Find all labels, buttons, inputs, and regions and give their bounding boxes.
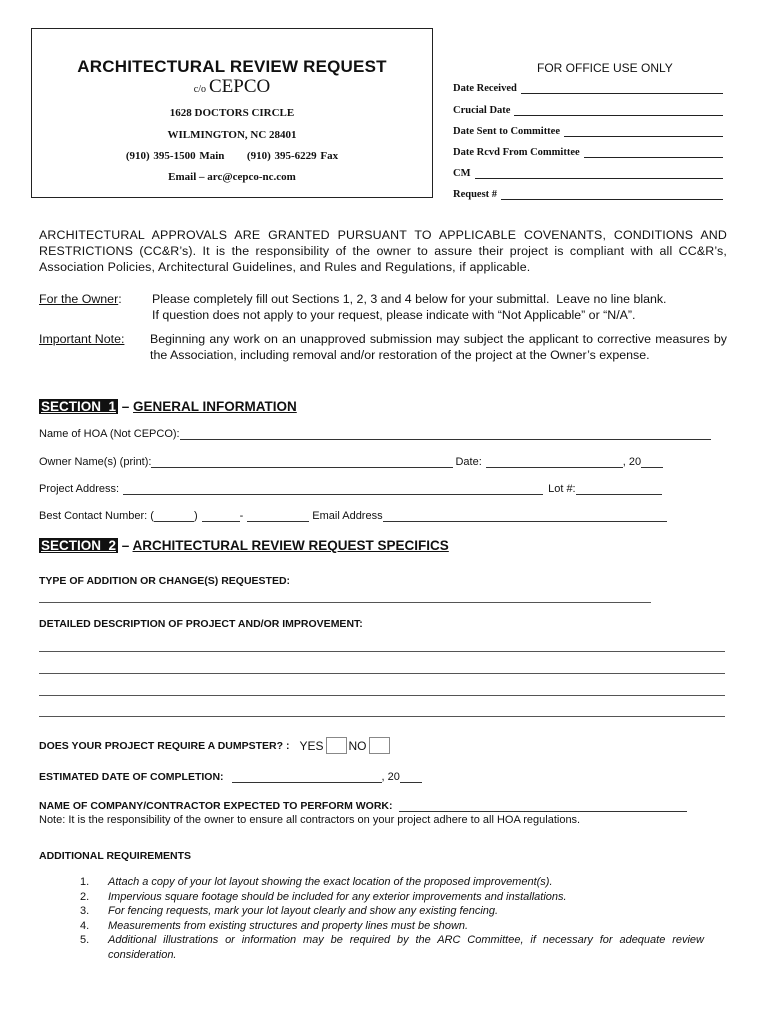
section-1-key: SECTION 1 <box>41 399 117 414</box>
contact-email: Email – arc@cepco-nc.com <box>168 171 296 183</box>
list-item-number: 2. <box>80 890 90 903</box>
list-item <box>80 919 704 934</box>
for-owner-text <box>152 291 727 323</box>
owner-name-input[interactable] <box>151 457 453 468</box>
for-owner-label-text: For the Owner <box>39 292 119 306</box>
section-1-dash: – <box>118 399 134 414</box>
project-address-input[interactable] <box>123 484 543 495</box>
address-line-2: WILMINGTON, NC 28401 <box>167 129 297 141</box>
contractor-note: Note: It is the responsibility of the owner to ensure all contractors on your project adhere to all HOA regulations. <box>39 814 581 826</box>
header-box <box>31 28 433 198</box>
office-field-label: CM <box>453 168 471 179</box>
contact-hyphen: - <box>239 510 244 522</box>
completion-year-input[interactable] <box>400 772 422 783</box>
dumpster-label: DOES YOUR PROJECT REQUIRE A DUMPSTER? : <box>39 739 290 752</box>
office-field-line[interactable] <box>564 126 723 137</box>
office-field-cm[interactable] <box>453 168 723 179</box>
list-item-number: 3. <box>80 905 90 917</box>
contractor-field[interactable] <box>39 800 687 812</box>
dumpster-yes-label: YES <box>299 738 324 753</box>
care-of-prefix: c/o <box>193 84 206 95</box>
description-line-4[interactable] <box>39 716 725 717</box>
list-item-text: Additional illustrations or information may be required by the ARC Committee, if necessary for adequate review consideration. <box>108 934 704 961</box>
project-address-field[interactable] <box>39 483 662 495</box>
description-line-2[interactable] <box>39 673 725 674</box>
project-address-label: Project Address: <box>39 483 120 495</box>
type-of-change-label: TYPE OF ADDITION OR CHANGE(S) REQUESTED: <box>39 575 291 587</box>
contact-number-label: Best Contact Number: ( <box>39 510 154 522</box>
section-2-title: ARCHITECTURAL REVIEW REQUEST SPECIFICS <box>132 538 449 553</box>
owner-name-label: Owner Name(s) (print): <box>39 456 152 468</box>
type-of-change-line[interactable] <box>39 602 651 603</box>
date-label: Date: <box>455 456 482 468</box>
for-owner-line-2: If question does not apply to your request, please indicate with “Not Applicable” or “N/A”. <box>152 308 636 322</box>
list-item-text: Impervious square footage should be included for any exterior improvements and installations. <box>108 890 567 903</box>
lot-label: Lot #: <box>548 483 576 495</box>
for-owner-label <box>39 291 122 307</box>
phone-line-input[interactable] <box>247 511 309 522</box>
intro-paragraph: ARCHITECTURAL APPROVALS ARE GRANTED PURSUANT TO APPLICABLE COVENANTS, CONDITIONS AND RESTRICTIONS (CC&R’s). It is the responsibility of the owner to assure their project is compliant with all CC&R’s, Association Policies, Architectural Guidelines, and Rules and Regulations, if applicable. <box>39 228 727 274</box>
list-item-number: 4. <box>80 919 90 932</box>
dumpster-question <box>39 737 392 754</box>
email-address-label: Email Address <box>312 510 383 522</box>
office-field-date-rcvd[interactable] <box>453 147 723 158</box>
dumpster-yes-checkbox[interactable] <box>326 737 347 754</box>
office-field-line[interactable] <box>501 189 723 200</box>
office-field-label: Date Received <box>453 83 517 94</box>
completion-date-input[interactable] <box>232 772 382 783</box>
for-owner-line-1: Please completely fill out Sections 1, 2, 3 and 4 below for your submittal. Leave no line blank. <box>152 292 667 306</box>
office-field-label: Date Rcvd From Committee <box>453 147 580 158</box>
lot-input[interactable] <box>576 484 662 495</box>
office-field-label: Date Sent to Committee <box>453 126 561 137</box>
section-1-title: GENERAL INFORMATION <box>133 399 297 414</box>
phone-numbers: (910) 395-1500 Main (910) 395-6229 Fax <box>125 150 339 162</box>
requirements-list <box>80 875 704 962</box>
office-field-line[interactable] <box>475 168 724 179</box>
address-line-1: 1628 DOCTORS CIRCLE <box>169 107 295 119</box>
list-item <box>80 933 704 962</box>
description-line-1[interactable] <box>39 651 725 652</box>
area-code-input[interactable] <box>154 511 194 522</box>
list-item <box>80 904 704 919</box>
office-field-date-sent[interactable] <box>453 126 723 137</box>
section-2-heading <box>39 538 449 553</box>
description-line-3[interactable] <box>39 695 725 696</box>
contractor-label: NAME OF COMPANY/CONTRACTOR EXPECTED TO PERFORM WORK: <box>39 800 393 812</box>
email-address-input[interactable] <box>383 511 667 522</box>
contact-paren: ) <box>193 510 198 522</box>
dumpster-no-checkbox[interactable] <box>369 737 390 754</box>
office-field-request-number[interactable] <box>453 189 723 200</box>
date-year-suffix: , 20 <box>622 456 642 468</box>
office-use-title: FOR OFFICE USE ONLY <box>537 61 673 75</box>
date-input[interactable] <box>486 457 623 468</box>
important-note-text: Beginning any work on an unapproved submission may subject the applicant to corrective measures by the Association, including removal and/or restoration of the project at the Owner’s expense. <box>150 332 727 362</box>
for-owner-colon: : <box>118 292 122 306</box>
owner-name-field[interactable] <box>39 456 663 468</box>
list-item-number: 1. <box>80 876 90 888</box>
office-field-date-received[interactable] <box>453 83 723 94</box>
section-2-key: SECTION 2 <box>41 538 117 553</box>
description-label: DETAILED DESCRIPTION OF PROJECT AND/OR IMPROVEMENT: <box>39 618 363 630</box>
contractor-input[interactable] <box>399 801 687 812</box>
section-2-dash: – <box>118 538 133 553</box>
office-field-line[interactable] <box>514 105 723 116</box>
office-field-label: Crucial Date <box>453 105 511 116</box>
list-item-text: For fencing requests, mark your lot layout clearly and show any existing fencing. <box>108 905 499 917</box>
organization-name: CEPCO <box>208 76 271 97</box>
form-title: ARCHITECTURAL REVIEW REQUEST <box>77 57 387 76</box>
organization-line <box>32 76 432 98</box>
list-item-text: Attach a copy of your lot layout showing the exact location of the proposed improvement(s). <box>108 876 553 888</box>
additional-requirements-label: ADDITIONAL REQUIREMENTS <box>39 850 192 862</box>
list-item <box>80 890 704 905</box>
list-item-text: Measurements from existing structures and property lines must be shown. <box>108 919 469 932</box>
important-note-label: Important Note: <box>39 332 125 346</box>
completion-year-suffix: , 20 <box>381 771 400 783</box>
office-field-line[interactable] <box>584 147 723 158</box>
completion-date-label: ESTIMATED DATE OF COMPLETION: <box>39 771 224 783</box>
completion-date-field[interactable] <box>39 771 422 783</box>
hoa-name-field[interactable] <box>39 428 711 440</box>
office-field-line[interactable] <box>521 83 723 94</box>
office-field-label: Request # <box>453 189 498 200</box>
office-field-crucial-date[interactable] <box>453 105 723 116</box>
hoa-name-label: Name of HOA (Not CEPCO): <box>39 428 180 440</box>
hoa-name-input[interactable] <box>180 429 711 440</box>
phone-prefix-input[interactable] <box>202 511 240 522</box>
date-year-input[interactable] <box>641 457 663 468</box>
list-item <box>80 875 704 890</box>
list-item-number: 5. <box>80 934 90 946</box>
contact-number-field[interactable] <box>39 510 667 522</box>
dumpster-no-label: NO <box>348 738 367 753</box>
section-1-heading <box>39 399 297 414</box>
